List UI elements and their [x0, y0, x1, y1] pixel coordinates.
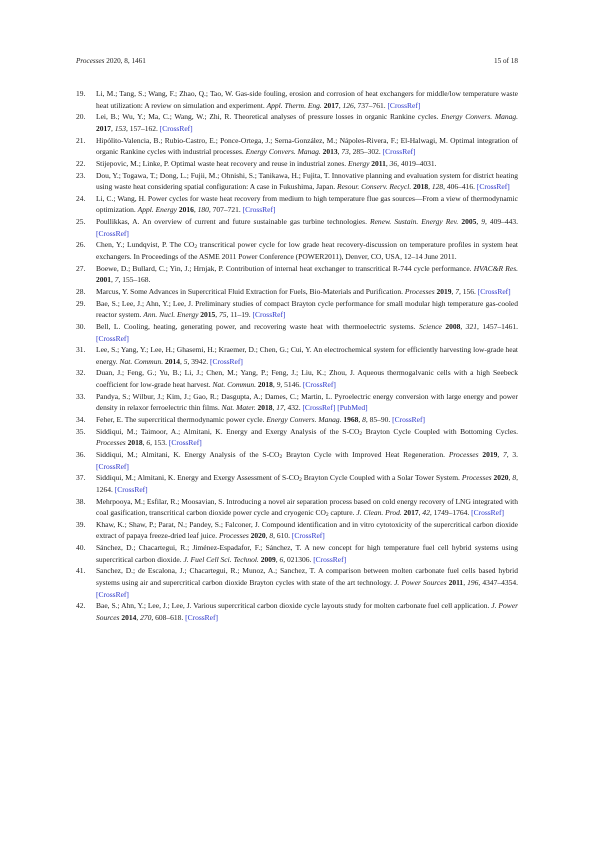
reference-number: 38.: [76, 496, 86, 506]
reference-number: 24.: [76, 193, 86, 203]
reference-text: [96, 322, 518, 343]
reference-segment: Mehrpooya, M.; Esfilar, R.; Moosavian, S. Introducing a novel air separation process based on cold energy recovery of LNG integrated with coal gasification, transcritical carbon dioxide power cycle and cryogenic CO: [96, 496, 518, 518]
reference-year: 2018: [257, 403, 273, 413]
reference-number: 29.: [76, 298, 86, 308]
reference-italic: J. Power Sources: [394, 578, 447, 587]
reference-year: 2013: [322, 147, 338, 157]
reference-text: [96, 450, 518, 471]
reference-year: 2011: [371, 158, 386, 168]
reference-number: 32.: [76, 368, 86, 378]
crossref-link[interactable]: [CrossRef]: [302, 380, 336, 390]
reference-italic: Nat. Commun.: [212, 380, 257, 390]
reference-italic: 180: [197, 205, 209, 215]
reference-number: 40.: [76, 543, 86, 553]
reference-segment: Li, C.; Wang, H. Power cycles for waste heat recovery from medium to high temperature flue gas sources—From a view of thermodynamic optimization.: [96, 193, 518, 215]
reference-segment: Li, M.; Tang, S.; Wang, F.; Zhao, Q.; Tao, W. Gas-side fouling, erosion and corrosion of heat exchangers for middle/low temperature waste heat utilization: A review on simulation and experiment.: [96, 89, 518, 110]
crossref-link[interactable]: [CrossRef]: [313, 554, 347, 564]
reference-segment: Brayton Cycle Coupled with Bottoming Cycles.: [362, 426, 519, 436]
subscript: 2: [359, 430, 363, 437]
subscript: 2: [299, 477, 302, 484]
reference-text: [96, 89, 518, 110]
reference-item: [76, 193, 518, 216]
reference-item: [76, 414, 518, 426]
reference-segment: , 406–416.: [443, 182, 477, 192]
reference-italic: Energy Convers. Manag.: [441, 112, 519, 122]
reference-number: 37.: [76, 473, 86, 483]
reference-italic: 7: [114, 275, 119, 285]
reference-number: 25.: [76, 217, 86, 227]
reference-segment: ,: [460, 321, 466, 331]
reference-item: [76, 158, 518, 170]
crossref-link[interactable]: [CrossRef]: [96, 333, 129, 343]
reference-italic: 8: [362, 415, 366, 425]
reference-item: [76, 496, 518, 519]
reference-text: [96, 171, 518, 192]
running-head: [76, 57, 146, 65]
reference-item: [76, 298, 518, 321]
reference-segment: , 737–761.: [353, 100, 388, 110]
reference-segment: ,: [463, 578, 468, 587]
reference-italic: Energy: [348, 158, 370, 168]
reference-number: 20.: [76, 112, 86, 122]
reference-italic: Nat. Mater.: [221, 403, 256, 413]
reference-segment: , 3.: [506, 450, 518, 459]
reference-year: 2020: [250, 531, 266, 541]
reference-text: [96, 427, 518, 448]
crossref-link[interactable]: [CrossRef]: [382, 147, 416, 157]
reference-segment: , 153.: [150, 438, 169, 448]
reference-segment: , 610.: [273, 531, 292, 541]
reference-year: 2019: [436, 286, 452, 296]
reference-text: [96, 601, 518, 622]
reference-segment: , 155–168.: [118, 275, 151, 285]
crossref-link[interactable]: [CrossRef]: [476, 182, 510, 192]
crossref-link[interactable]: [CrossRef]: [392, 415, 426, 425]
reference-text: [96, 345, 518, 366]
reference-segment: , 4019–4031.: [397, 158, 437, 168]
reference-segment: , 5146.: [280, 380, 303, 390]
reference-italic: 36: [389, 158, 398, 168]
reference-number: 42.: [76, 601, 86, 611]
reference-text: [96, 112, 518, 133]
reference-segment: , 707–721.: [208, 205, 243, 215]
reference-item: [76, 391, 518, 414]
reference-year: 2009: [260, 554, 276, 564]
reference-segment: Brayton Cycle Coupled with a Solar Tower System.: [301, 473, 462, 483]
reference-text: [96, 264, 518, 285]
reference-number: 35.: [76, 426, 86, 436]
reference-segment: Poullikkas, A. An overview of current and future sustainable gas turbine technologies.: [96, 217, 370, 227]
reference-item: [76, 286, 518, 298]
reference-year: 2014: [121, 612, 137, 622]
subscript: 2: [279, 454, 283, 460]
reference-segment: ,: [358, 415, 363, 425]
reference-segment: Siddiqui, M.; Taimoor, A.; Almitani, K. Energy and Exergy Analysis of the S-CO: [96, 426, 360, 436]
reference-number: 28.: [76, 286, 86, 296]
reference-number: 34.: [76, 415, 86, 425]
reference-italic: Energy Convers. Manag.: [266, 415, 342, 425]
reference-text: [96, 368, 518, 389]
reference-text: [96, 473, 518, 494]
reference-text: [96, 497, 518, 518]
reference-year: 2001: [96, 275, 111, 285]
reference-segment: , 409–443.: [484, 217, 518, 227]
reference-segment: ,: [179, 356, 184, 366]
reference-italic: 9: [481, 217, 485, 227]
crossref-link[interactable]: [CrossRef]: [185, 612, 219, 622]
reference-item: [76, 449, 518, 472]
reference-italic: 8: [269, 531, 274, 541]
reference-italic: 17: [276, 403, 284, 413]
reference-item: [76, 542, 518, 565]
reference-segment: ,: [428, 182, 432, 192]
reference-italic: Resour. Conserv. Recycl.: [337, 182, 412, 192]
reference-number: 31.: [76, 345, 86, 355]
reference-year: 2011: [448, 578, 464, 587]
reference-text: [96, 287, 511, 296]
volume-info: 2020, 8, 1461: [106, 57, 146, 65]
reference-segment: Bell, L. Cooling, heating, generating power, and recovering waste heat with thermoelectric systems.: [96, 321, 419, 331]
reference-item: [76, 88, 518, 111]
subscript: 2: [325, 512, 329, 519]
reference-item: [76, 111, 518, 134]
reference-segment: Siddiqui, M.; Almitani, K. Energy and Exergy Assessment of S-CO: [96, 473, 300, 483]
reference-item: [76, 170, 518, 193]
reference-number: 26.: [76, 240, 86, 250]
reference-segment: transcritical power cycle for low grade heat recovery-discussion on temperature profiles in system heat exchangers. In Proceedings of the ASME 2011 Power Conference (POWER2011), Denver, CO, USA, 12–14 June 2011.: [96, 240, 518, 261]
reference-text: [96, 299, 518, 320]
reference-italic: 321: [465, 321, 478, 331]
reference-text: [96, 566, 518, 598]
reference-italic: HVAC&R Res.: [473, 263, 518, 273]
reference-italic: Energy Convers. Manag.: [245, 147, 321, 157]
reference-segment: Sanchez, D.; de Escalona, J.; Chacartegui, R.; Munoz, A.; Sanchez, T. A comparison between molten carbonate fuel cells based hybrid systems using air and supercritical carbon dioxide Brayton cycles with state of the art technology.: [96, 566, 518, 587]
crossref-link[interactable]: [CrossRef]: [471, 508, 505, 518]
reference-segment: ,: [385, 158, 390, 168]
reference-segment: Dou, Y.; Togawa, T.; Dong, L.; Fujii, M.; Ohnishi, S.; Tanikawa, H.; Fujita, T. Innovative planning and evaluation system for district heating using waste heat considering spatial configuration: A case in Fukushima, Japan.: [96, 170, 518, 192]
reference-italic: Processes: [461, 473, 492, 483]
reference-segment: ,: [418, 508, 423, 518]
crossref-link[interactable]: [CrossRef]: [252, 310, 286, 320]
reference-italic: Nat. Commun.: [119, 356, 164, 366]
reference-number: 36.: [76, 450, 86, 459]
reference-year: 2014: [164, 356, 180, 366]
reference-segment: Boewe, D.; Bullard, C.; Yin, J.; Hrnjak, P. Contribution of internal heat exchanger to transcritical R-744 cycle performance.: [96, 263, 474, 273]
reference-italic: 270: [140, 612, 152, 622]
reference-italic: 7: [502, 450, 507, 459]
reference-segment: Stijepovic, M.; Linke, P. Optimal waste heat recovery and reuse in industrial zones.: [96, 158, 349, 168]
reference-segment: ,: [338, 100, 343, 110]
reference-number: 21.: [76, 135, 86, 145]
reference-segment: , 157–162.: [126, 123, 160, 133]
crossref-link[interactable]: [CrossRef]: [159, 123, 193, 133]
reference-segment: Chen, Y.; Lundqvist, P. The CO: [96, 240, 195, 250]
reference-italic: 75: [219, 310, 227, 320]
crossref-link[interactable]: [CrossRef]: [114, 484, 148, 494]
reference-item: [76, 426, 518, 449]
reference-item: [76, 239, 518, 262]
reference-italic: 6: [146, 438, 151, 448]
reference-year: 2017: [323, 100, 339, 110]
reference-segment: , 285–302.: [348, 147, 383, 157]
reference-segment: Duan, J.; Feng, G.; Yu, B.; Li, J.; Chen, M.; Yang, P.; Feng, J.; Liu, K.; Zhou, J. Aqueous thermogalvanic cells with a high Seebeck coefficient for low-grade heat harvest.: [96, 368, 518, 390]
reference-segment: ,: [337, 147, 342, 157]
reference-number: 27.: [76, 263, 86, 273]
reference-year: 2018: [413, 182, 429, 192]
crossref-link[interactable]: [CrossRef]: [96, 589, 129, 599]
page-number: 15 of 18: [494, 57, 518, 65]
reference-year: 2018: [257, 380, 273, 390]
reference-year: 2015: [200, 310, 216, 320]
reference-italic: Appl. Energy: [137, 205, 177, 215]
reference-text: [96, 136, 518, 157]
reference-text: [96, 217, 518, 238]
crossref-link[interactable]: [CrossRef]: [96, 461, 129, 471]
reference-italic: Processes: [219, 531, 249, 541]
reference-italic: Appl. Therm. Eng.: [266, 100, 322, 110]
reference-italic: J. Clean. Prod.: [356, 508, 402, 518]
reference-segment: , 1264.: [96, 473, 518, 494]
reference-italic: Ann. Nucl. Energy: [143, 310, 199, 320]
reference-segment: Lee, S.; Yang, Y.; Lee, H.; Ghasemi, H.; Kraemer, D.; Chen, G.; Cui, Y. An electrochemical system for efficiently harvesting low-grade heat energy.: [96, 345, 518, 366]
reference-italic: Renew. Sustain. Energy Rev.: [369, 217, 459, 227]
reference-item: [76, 344, 518, 367]
crossref-link[interactable]: [CrossRef]: [302, 403, 336, 413]
reference-italic: 128: [431, 182, 444, 192]
reference-segment: , 3942.: [187, 356, 210, 366]
reference-year: 2020: [493, 473, 509, 483]
reference-text: [96, 543, 518, 564]
reference-segment: , 608–618.: [151, 612, 186, 622]
reference-italic: Processes: [404, 286, 435, 296]
reference-list: [76, 88, 518, 624]
reference-segment: Pandya, S.; Wilbur, J.; Kim, J.; Gao, R.; Dasgupta, A.; Dames, C.; Martin, L. Pyroelectric energy conversion with large energy and power density in relaxor ferroelectric thin films.: [96, 391, 518, 413]
reference-year: 2008: [445, 321, 461, 331]
reference-segment: , 156.: [459, 286, 478, 296]
crossref-link[interactable]: [CrossRef]: [96, 228, 129, 238]
reference-segment: ,: [142, 438, 147, 448]
reference-segment: ,: [215, 310, 220, 320]
reference-text: [96, 240, 518, 261]
reference-number: 23.: [76, 170, 86, 180]
reference-item: [76, 472, 518, 495]
reference-year: 2016: [178, 205, 194, 215]
reference-segment: ,: [111, 275, 115, 285]
reference-italic: Processes: [96, 438, 126, 448]
reference-segment: ,: [275, 554, 280, 564]
crossref-link[interactable]: [CrossRef]: [477, 286, 511, 296]
reference-year: 2017: [403, 508, 419, 518]
pubmed-link[interactable]: [PubMed]: [337, 403, 368, 413]
reference-item: [76, 321, 518, 344]
reference-number: 41.: [76, 566, 86, 576]
reference-segment: , 021306.: [283, 554, 314, 564]
reference-segment: ,: [497, 450, 503, 459]
reference-segment: Khaw, K.; Shaw, P.; Parat, N.; Pandey, S.; Falconer, J. Compound identification and in vitro cytotoxicity of the supercritical carbon dioxide extract of papaya freeze-dried leaf juice.: [96, 519, 518, 541]
reference-number: 33.: [76, 391, 86, 401]
reference-item: [76, 519, 518, 542]
reference-italic: 126: [342, 100, 354, 110]
reference-item: [76, 263, 518, 286]
reference-segment: Siddiqui, M.; Almitani, K. Energy Analysis of the S-CO: [96, 450, 280, 459]
reference-number: 19.: [76, 89, 86, 98]
reference-number: 22.: [76, 158, 86, 168]
reference-segment: Sánchez, D.; Chacartegui, R.; Jiménez-Espadafor, F.; Sánchez, T. A new concept for high temperature fuel cell hybrid systems using supercritical carbon dioxide.: [96, 543, 518, 564]
reference-item: [76, 600, 518, 623]
crossref-link[interactable]: [CrossRef]: [209, 356, 243, 366]
subscript: 2: [194, 244, 198, 251]
reference-segment: Hipólito-Valencia, B.; Rubio-Castro, E.; Ponce-Ortega, J.; Serna-González, M.; Nápoles-Rivera, F.; El-Halwagi, M. Optimal integration of organic Rankine cycles with industrial processes.: [96, 135, 518, 157]
reference-year: 2005: [461, 217, 477, 227]
reference-italic: Processes: [448, 450, 479, 459]
reference-segment: ,: [193, 205, 198, 215]
journal-name: Processes: [76, 57, 105, 65]
reference-segment: , 1457–1461.: [477, 321, 519, 331]
reference-segment: , 432.: [283, 403, 303, 413]
reference-italic: 42: [422, 508, 430, 518]
reference-segment: ,: [136, 612, 141, 622]
reference-item: [76, 565, 518, 600]
reference-italic: Science: [418, 321, 442, 331]
crossref-link[interactable]: [CrossRef]: [387, 100, 421, 110]
reference-text: [96, 194, 518, 215]
reference-segment: , 11–19.: [226, 310, 253, 320]
crossref-link[interactable]: [CrossRef]: [291, 531, 325, 541]
reference-segment: capture.: [328, 508, 357, 518]
reference-italic: 7: [455, 286, 459, 296]
crossref-link[interactable]: [CrossRef]: [242, 205, 276, 215]
reference-segment: ,: [265, 531, 270, 541]
reference-number: 30.: [76, 321, 86, 331]
reference-segment: Brayton Cycle with Improved Heat Regeneration.: [282, 450, 449, 459]
reference-segment: Bae, S.; Ahn, Y.; Lee, J.; Lee, J. Various supercritical carbon dioxide cycle layouts study for molten carbonate fuel cell application.: [96, 601, 492, 611]
reference-year: 2018: [127, 438, 143, 448]
reference-segment: ,: [476, 217, 482, 227]
reference-segment: ,: [272, 380, 277, 390]
reference-italic: 8: [512, 473, 517, 483]
reference-italic: 9: [276, 380, 281, 390]
reference-segment: ,: [508, 473, 513, 483]
reference-segment: Bae, S.; Lee, J.; Ahn, Y.; Lee, J. Preliminary studies of compact Brayton cycle performance for small modular high temperature gas-cooled reactor system.: [96, 298, 518, 320]
reference-year: 2017: [96, 123, 111, 133]
reference-text: [96, 520, 518, 541]
reference-italic: 153: [114, 123, 126, 133]
reference-segment: Lei, B.; Wu, Y.; Ma, C.; Wang, W.; Zhi, R. Theoretical analyses of pressure losses in organic Rankine cycles.: [96, 112, 442, 122]
reference-italic: J. Power Sources: [96, 601, 518, 622]
reference-italic: 5: [183, 356, 188, 366]
reference-text: [96, 415, 425, 424]
reference-number: 39.: [76, 519, 86, 529]
reference-item: [76, 367, 518, 390]
reference-item: [76, 135, 518, 158]
reference-segment: , 1749–1764.: [429, 508, 472, 518]
reference-italic: J. Fuel Cell Sci. Technol.: [183, 554, 259, 564]
reference-italic: 196: [467, 578, 479, 587]
reference-segment: ,: [272, 403, 277, 413]
reference-year: 1968: [343, 415, 359, 425]
reference-italic: 6: [279, 554, 284, 564]
reference-segment: , 4347–4354.: [478, 578, 518, 587]
reference-segment: Marcus, Y. Some Advances in Supercritical Fluid Extraction for Fuels, Bio-Materials and Purification.: [96, 286, 405, 296]
reference-year: 2019: [482, 450, 498, 459]
reference-italic: 73: [341, 147, 349, 157]
reference-segment: ,: [451, 286, 456, 296]
reference-segment: Feher, E. The supercritical thermodynamic power cycle.: [96, 415, 267, 425]
reference-segment: , 85–90.: [365, 415, 393, 425]
reference-item: [76, 216, 518, 239]
reference-text: [96, 159, 437, 168]
reference-text: [96, 392, 518, 413]
crossref-link[interactable]: [CrossRef]: [168, 438, 202, 448]
reference-segment: ,: [111, 123, 115, 133]
